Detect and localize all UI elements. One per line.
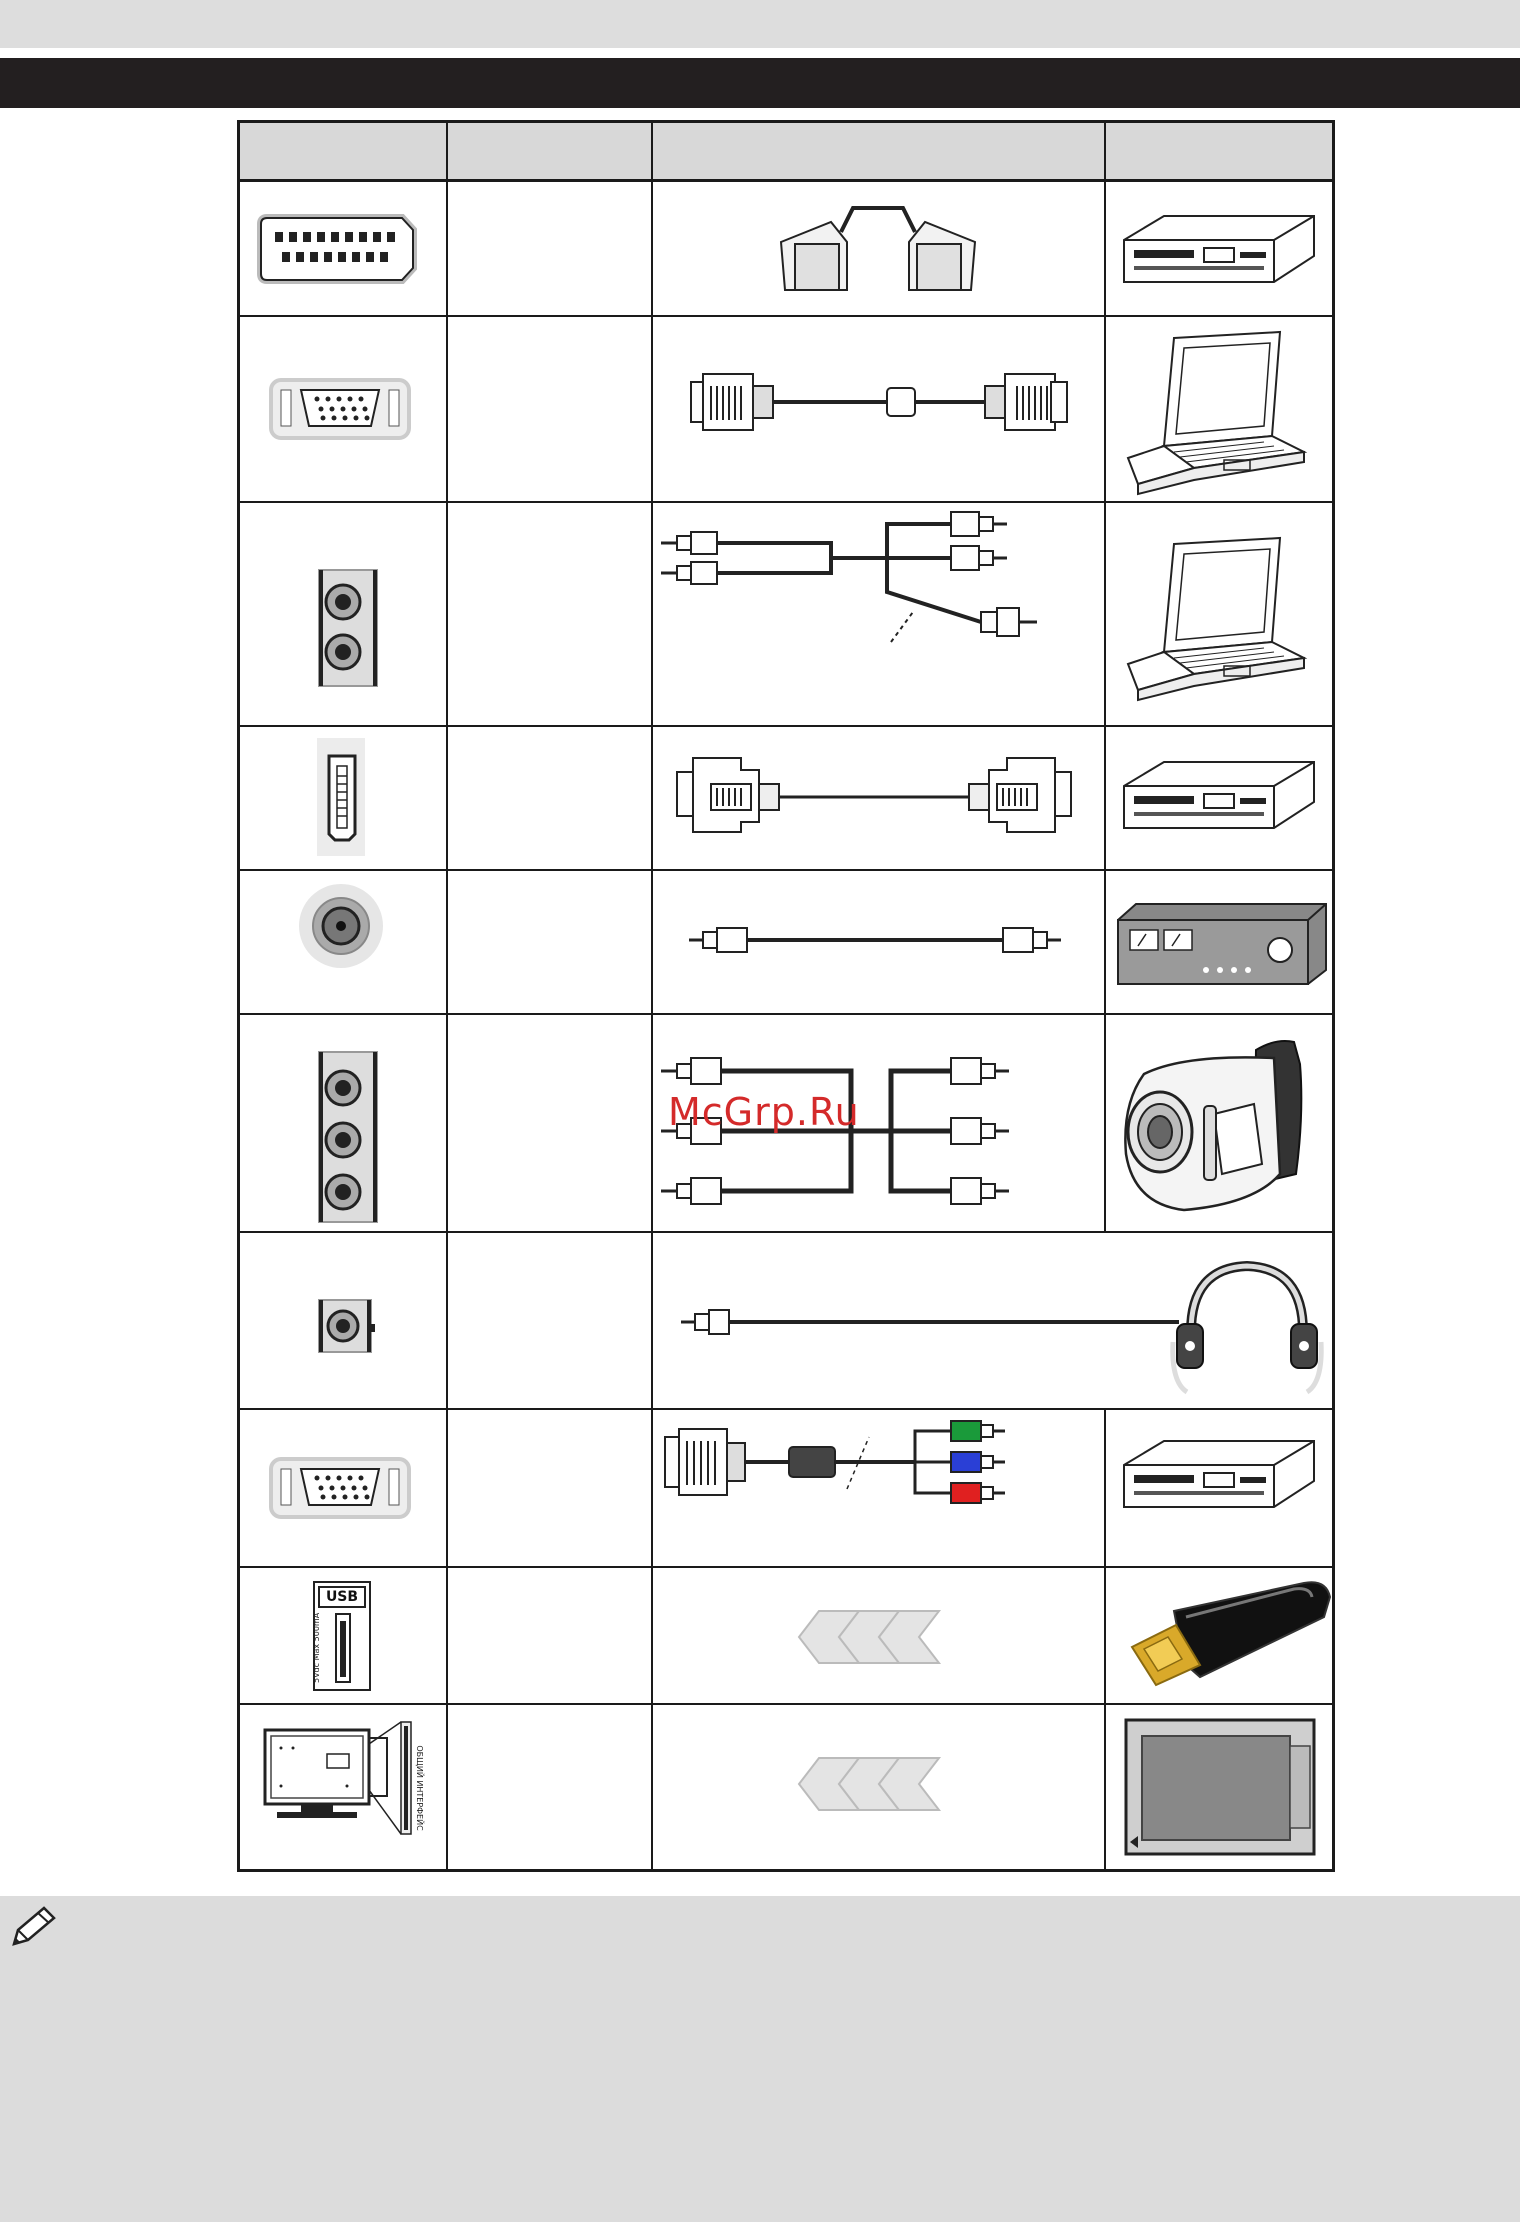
watermark: McGrp.Ru bbox=[668, 1090, 860, 1134]
dvd-recorder-icon bbox=[1104, 1409, 1335, 1566]
cam-module-icon bbox=[1104, 1704, 1335, 1872]
usb-port-label: USB bbox=[318, 1586, 366, 1608]
insert-arrows-icon bbox=[651, 1704, 1104, 1872]
audio-rca-port-icon bbox=[237, 502, 446, 725]
note-area bbox=[0, 1896, 1520, 2222]
headphones-icon bbox=[1157, 1232, 1335, 1408]
usb-port bbox=[313, 1581, 371, 1691]
row-hdmi bbox=[237, 726, 1335, 869]
row-ypbpr bbox=[237, 1409, 1335, 1566]
scart-cable-icon bbox=[651, 182, 1104, 315]
row-scart bbox=[237, 182, 1335, 315]
laptop-icon bbox=[1104, 502, 1335, 725]
section-title-bar bbox=[0, 58, 1520, 108]
dvd-recorder-icon bbox=[1104, 182, 1335, 315]
scart-socket-icon bbox=[237, 182, 446, 315]
insert-arrows-icon bbox=[651, 1567, 1104, 1703]
vga-port-icon bbox=[237, 316, 446, 501]
row-vga bbox=[237, 316, 1335, 501]
coaxial-cable-icon bbox=[651, 870, 1104, 1013]
audio-splitter-cable-icon bbox=[651, 502, 1104, 725]
hdmi-cable-icon bbox=[651, 726, 1104, 869]
usb-rating: 5Vdc Max 500mA bbox=[312, 1612, 321, 1683]
pencil-note-icon bbox=[8, 1904, 60, 1952]
ci-slot-label: ОБЩИЙ ИНТЕРФЕЙС bbox=[415, 1745, 424, 1831]
row-headphone bbox=[237, 1232, 1335, 1408]
row-usb bbox=[237, 1567, 1335, 1703]
row-pc-audio bbox=[237, 502, 1335, 725]
vga-port-icon bbox=[237, 1409, 446, 1566]
row-ci bbox=[237, 1704, 1335, 1872]
ypbpr-cable-icon bbox=[651, 1409, 1104, 1566]
vga-cable-icon bbox=[651, 316, 1104, 501]
top-band bbox=[0, 0, 1520, 48]
usb-stick-icon bbox=[1104, 1567, 1335, 1703]
laptop-icon bbox=[1104, 316, 1335, 501]
camcorder-icon bbox=[1104, 1014, 1335, 1231]
headphone-jack-icon bbox=[237, 1232, 446, 1408]
usb-slot bbox=[335, 1613, 351, 1683]
av-rca-port-icon bbox=[237, 1014, 446, 1231]
dvd-recorder-icon bbox=[1104, 726, 1335, 869]
spdif-port-icon bbox=[237, 870, 446, 1013]
hdmi-port-icon bbox=[237, 726, 446, 869]
amplifier-icon bbox=[1104, 870, 1335, 1013]
connections-table bbox=[237, 120, 1335, 1872]
row-spdif bbox=[237, 870, 1335, 1013]
